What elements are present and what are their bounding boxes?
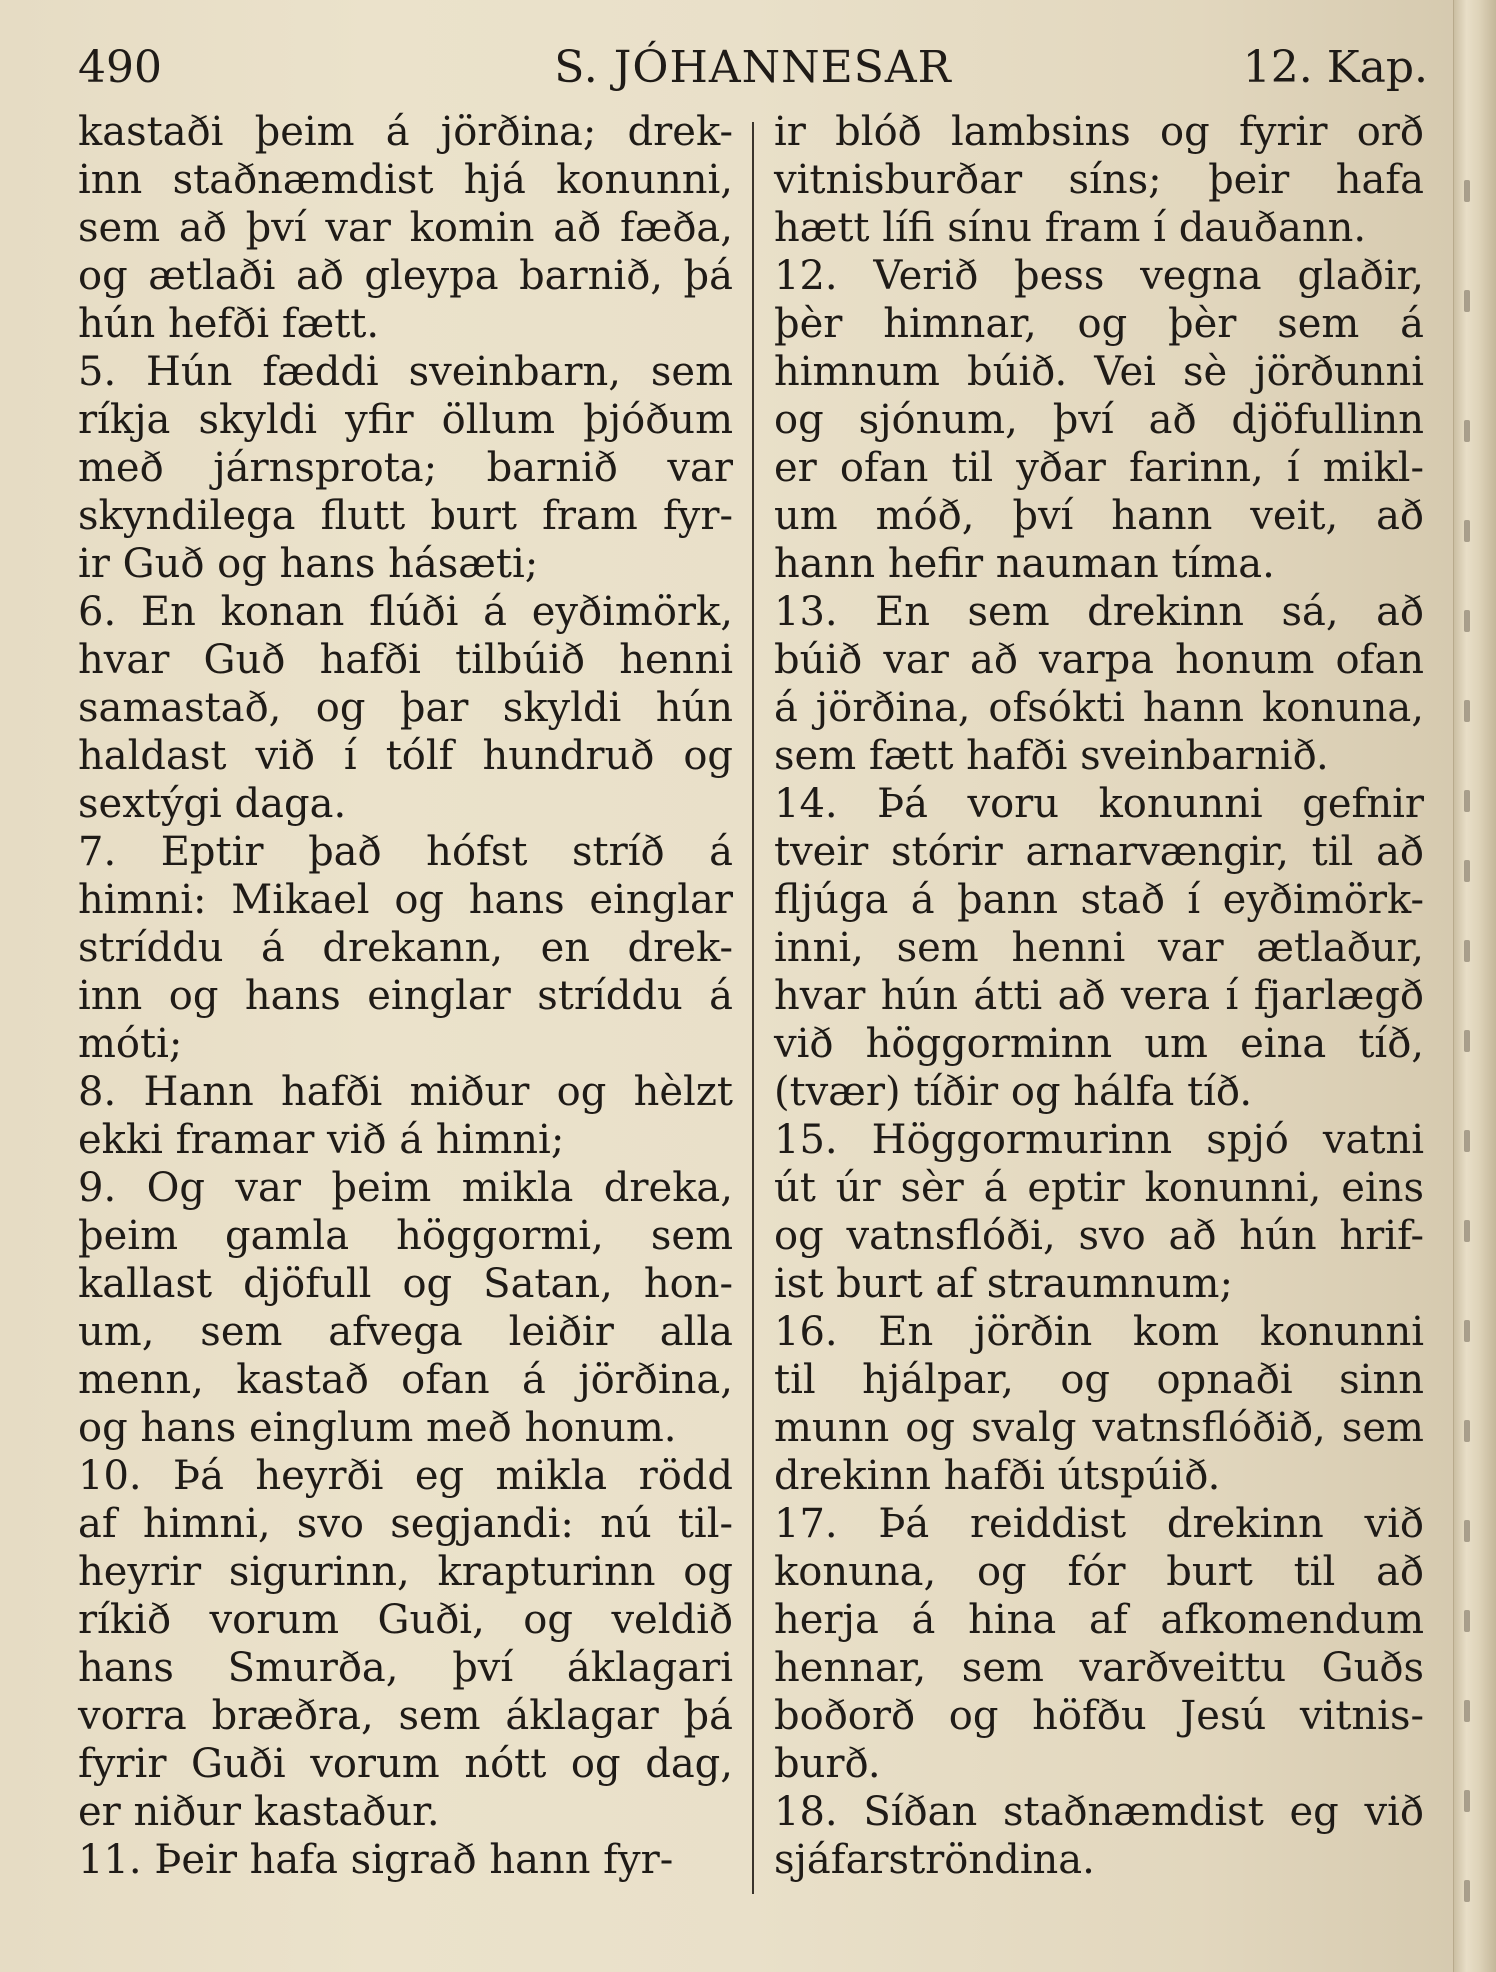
edge-mark: [1464, 1880, 1470, 1902]
text-line: drekinn hafði útspúið.: [774, 1453, 1221, 1499]
text-line: sjáfarströndina.: [774, 1837, 1095, 1883]
text-line: sem fætt hafði sveinbarnið.: [774, 733, 1329, 779]
edge-mark: [1464, 1030, 1470, 1052]
edge-mark: [1464, 1130, 1470, 1152]
text-line: móti;: [78, 1021, 183, 1067]
text-line: stríddu á drekann, en drek-: [78, 925, 733, 971]
text-line: 16. En jörðin kom konunni: [774, 1309, 1424, 1355]
text-line: með járnsprota; barnið var: [78, 445, 733, 491]
edge-mark: [1464, 860, 1470, 882]
text-line: himni: Mikael og hans einglar: [78, 877, 733, 923]
text-line: boðorð og höfðu Jesú vitnis-: [774, 1693, 1424, 1739]
text-line: 11. Þeir hafa sigrað hann fyr-: [78, 1837, 674, 1883]
text-line: himnum búið. Vei sè jörðunni: [774, 349, 1424, 395]
column-divider: [752, 122, 754, 1894]
text-line: 17. Þá reiddist drekinn við: [774, 1501, 1424, 1547]
text-line: er niður kastaður.: [78, 1789, 440, 1835]
edge-mark: [1464, 610, 1470, 632]
edge-mark: [1464, 1420, 1470, 1442]
text-line: fyrir Guði vorum nótt og dag,: [78, 1741, 733, 1787]
edge-mark: [1464, 1700, 1470, 1722]
text-line: kallast djöfull og Satan, hon-: [78, 1261, 733, 1307]
text-line: hætt lífi sínu fram í dauðann.: [774, 205, 1367, 251]
text-line: um móð, því hann veit, að: [774, 493, 1424, 539]
text-line: 13. En sem drekinn sá, að: [774, 589, 1424, 635]
text-line: haldast við í tólf hundruð og: [78, 733, 733, 779]
text-line: tveir stórir arnarvængir, til að: [774, 829, 1424, 875]
text-line: vorra bræðra, sem áklagar þá: [78, 1693, 733, 1739]
text-line: ríkja skyldi yfir öllum þjóðum: [78, 397, 733, 443]
text-line: 10. Þá heyrði eg mikla rödd: [78, 1453, 733, 1499]
text-line: búið var að varpa honum ofan: [774, 637, 1424, 683]
text-line: inn og hans einglar stríddu á: [78, 973, 733, 1019]
text-line: herja á hina af afkomendum: [774, 1597, 1424, 1643]
edge-mark: [1464, 180, 1470, 202]
text-line: samastað, og þar skyldi hún: [78, 685, 733, 731]
edge-mark: [1464, 1610, 1470, 1632]
text-line: og hans einglum með honum.: [78, 1405, 677, 1451]
chapter-label: 12. Kap.: [1242, 42, 1428, 93]
text-line: 18. Síðan staðnæmdist eg við: [774, 1789, 1424, 1835]
text-line: 14. Þá voru konunni gefnir: [774, 781, 1424, 827]
edge-mark: [1464, 1790, 1470, 1812]
right-column: [774, 108, 1424, 1884]
edge-mark: [1464, 700, 1470, 722]
text-line: hans Smurða, því áklagari: [78, 1645, 733, 1691]
text-line: 9. Og var þeim mikla dreka,: [78, 1165, 733, 1211]
page-header: [78, 38, 1428, 98]
text-line: 8. Hann hafði miður og hèlzt: [78, 1069, 733, 1115]
edge-mark: [1464, 1220, 1470, 1242]
text-line: 6. En konan flúði á eyðimörk,: [78, 589, 733, 635]
text-line: af himni, svo segjandi: nú til-: [78, 1501, 733, 1547]
edge-mark: [1464, 940, 1470, 962]
text-line: heyrir sigurinn, krapturinn og: [78, 1549, 733, 1595]
text-line: konuna, og fór burt til að: [774, 1549, 1424, 1595]
text-line: kastaði þeim á jörðina; drek-: [78, 109, 733, 155]
text-line: þeim gamla höggormi, sem: [78, 1213, 733, 1259]
text-line: 12. Verið þess vegna glaðir,: [774, 253, 1424, 299]
text-line: fljúga á þann stað í eyðimörk-: [774, 877, 1424, 923]
text-line: við höggorminn um eina tíð,: [774, 1021, 1424, 1067]
text-line: munn og svalg vatnsflóðið, sem: [774, 1405, 1424, 1451]
text-line: hún hefði fætt.: [78, 301, 380, 347]
text-line: 5. Hún fæddi sveinbarn, sem: [78, 349, 733, 395]
edge-mark: [1464, 290, 1470, 312]
text-line: hann hefir nauman tíma.: [774, 541, 1275, 587]
text-line: ir Guð og hans hásæti;: [78, 541, 539, 587]
text-line: burð.: [774, 1741, 881, 1787]
running-title: S. JÓHANNESAR: [554, 42, 952, 93]
text-line: hennar, sem varðveittu Guðs: [774, 1645, 1424, 1691]
left-column: [78, 108, 733, 1884]
edge-mark: [1464, 1520, 1470, 1542]
text-line: inn staðnæmdist hjá konunni,: [78, 157, 733, 203]
text-line: (tvær) tíðir og hálfa tíð.: [774, 1069, 1253, 1115]
text-line: ir blóð lambsins og fyrir orð: [774, 109, 1424, 155]
next-page-edge: [1453, 0, 1496, 1972]
text-line: þèr himnar, og þèr sem á: [774, 301, 1424, 347]
text-line: er ofan til yðar farinn, í mikl-: [774, 445, 1424, 491]
text-line: til hjálpar, og opnaði sinn: [774, 1357, 1424, 1403]
edge-mark: [1464, 520, 1470, 542]
edge-mark: [1464, 790, 1470, 812]
edge-mark: [1464, 1320, 1470, 1342]
text-line: hvar Guð hafði tilbúið henni: [78, 637, 733, 683]
text-line: ist burt af straumnum;: [774, 1261, 1233, 1307]
text-line: út úr sèr á eptir konunni, eins: [774, 1165, 1424, 1211]
text-line: og vatnsflóði, svo að hún hrif-: [774, 1213, 1424, 1259]
edge-mark: [1464, 420, 1470, 442]
text-line: 7. Eptir það hófst stríð á: [78, 829, 733, 875]
text-line: og ætlaði að gleypa barnið, þá: [78, 253, 733, 299]
text-line: vitnisburðar síns; þeir hafa: [774, 157, 1424, 203]
text-line: og sjónum, því að djöfullinn: [774, 397, 1424, 443]
text-line: ekki framar við á himni;: [78, 1117, 565, 1163]
text-line: inni, sem henni var ætlaður,: [774, 925, 1424, 971]
text-line: hvar hún átti að vera í fjarlægð: [774, 973, 1424, 1019]
text-line: um, sem afvega leiðir alla: [78, 1309, 733, 1355]
text-line: sem að því var komin að fæða,: [78, 205, 733, 251]
page-number: 490: [78, 42, 162, 93]
text-line: menn, kastað ofan á jörðina,: [78, 1357, 733, 1403]
text-line: sextýgi daga.: [78, 781, 347, 827]
text-line: 15. Höggormurinn spjó vatni: [774, 1117, 1424, 1163]
text-line: skyndilega flutt burt fram fyr-: [78, 493, 733, 539]
text-line: á jörðina, ofsókti hann konuna,: [774, 685, 1424, 731]
text-line: ríkið vorum Guði, og veldið: [78, 1597, 733, 1643]
